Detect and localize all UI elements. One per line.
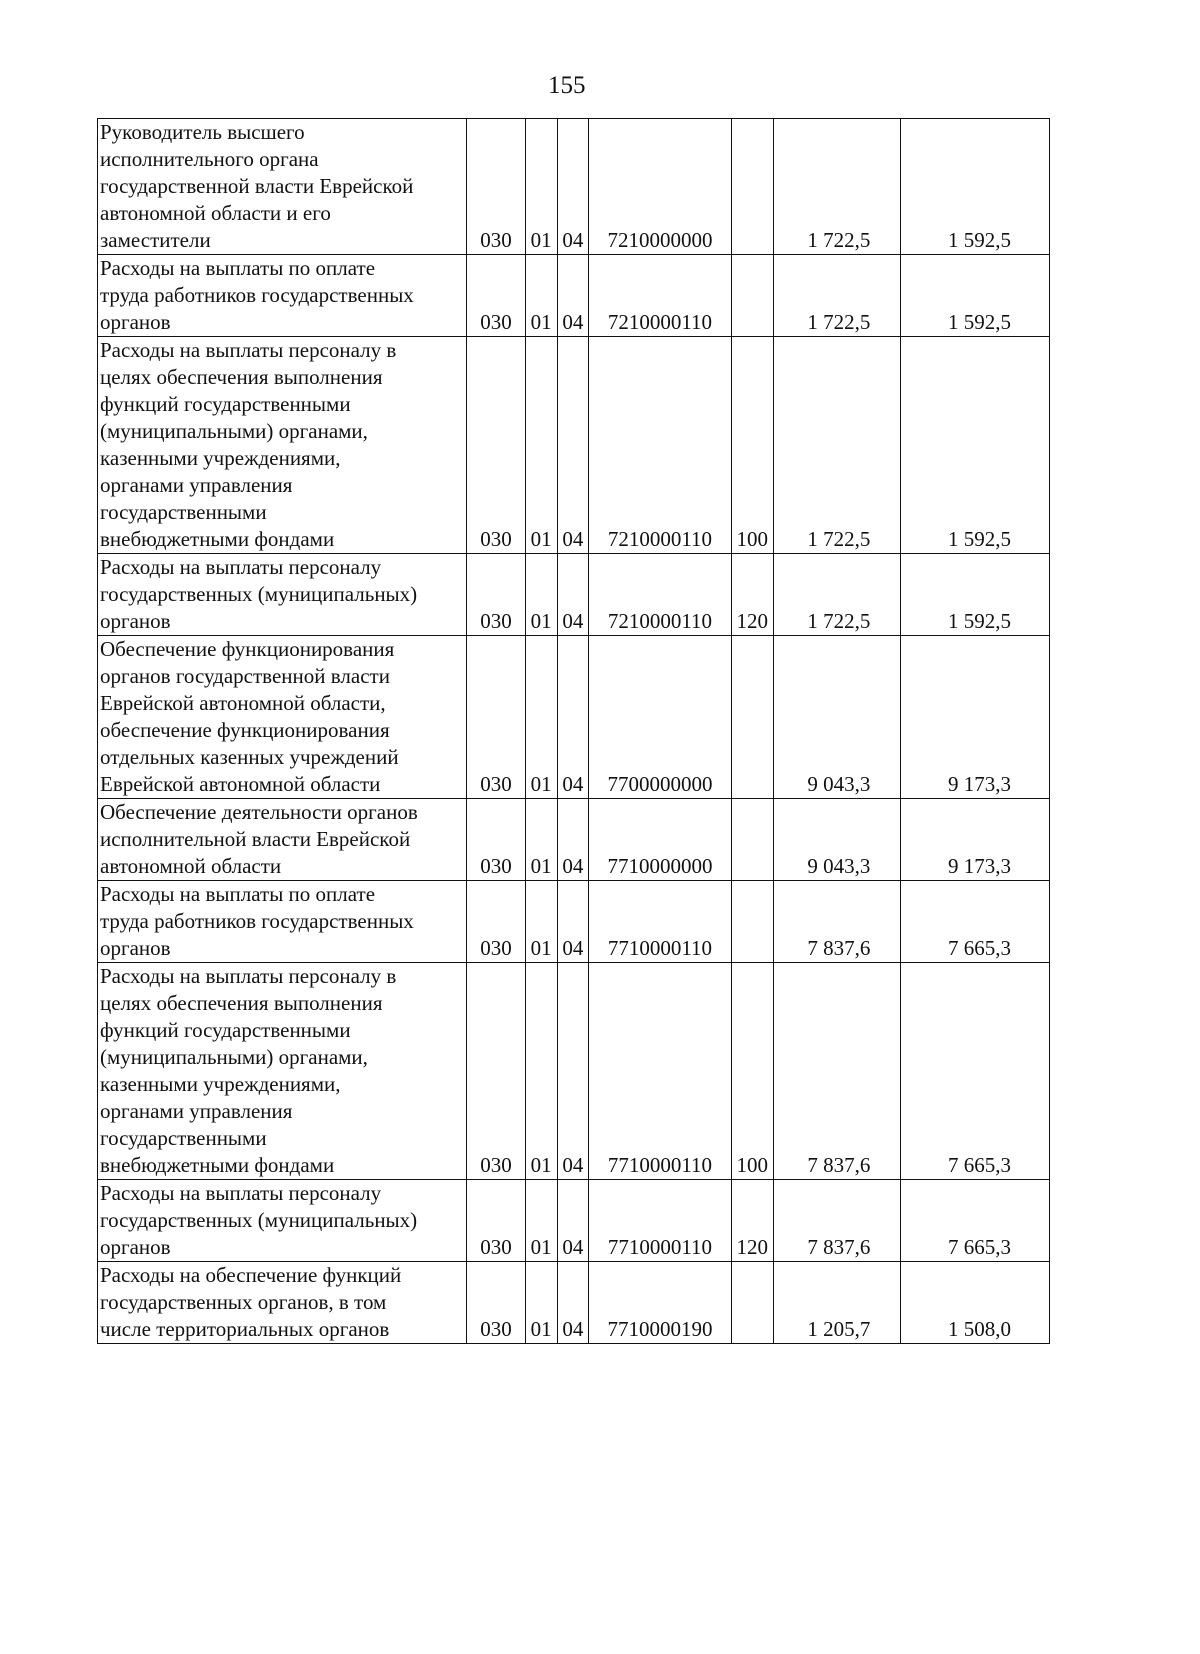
- amount-year-1: 7 837,6: [773, 881, 900, 963]
- table-row: [98, 1262, 1050, 1344]
- table-row: [98, 1180, 1050, 1262]
- expense-type-code: [731, 636, 773, 799]
- row-name: Расходы на выплаты по оплате труда работников государственных органов: [98, 255, 467, 337]
- target-code: 7710000110: [589, 1180, 731, 1262]
- target-code: 7710000190: [589, 1262, 731, 1344]
- section-code: 01: [525, 799, 557, 881]
- amount-year-2: 9 173,3: [901, 636, 1050, 799]
- section-code: 01: [525, 337, 557, 554]
- target-code: 7210000110: [589, 255, 731, 337]
- expense-type-code: 120: [731, 1180, 773, 1262]
- budget-table: [97, 118, 1050, 1344]
- row-name: Расходы на выплаты персоналу государственных (муниципальных) органов: [98, 1180, 467, 1262]
- row-name: Обеспечение функционирования органов государственной власти Еврейской автономной области, обеспечение функционирования отдельных казенных учреждений Еврейской автономной области: [98, 636, 467, 799]
- subsection-code: 04: [557, 554, 589, 636]
- amount-year-1: 7 837,6: [773, 1180, 900, 1262]
- target-code: 7700000000: [589, 636, 731, 799]
- expense-type-code: [731, 799, 773, 881]
- table-row: [98, 337, 1050, 554]
- target-code: 7210000110: [589, 337, 731, 554]
- ministry-code: 030: [467, 1262, 525, 1344]
- ministry-code: 030: [467, 636, 525, 799]
- ministry-code: 030: [467, 1180, 525, 1262]
- subsection-code: 04: [557, 636, 589, 799]
- amount-year-1: 1 205,7: [773, 1262, 900, 1344]
- table-row: [98, 255, 1050, 337]
- amount-year-1: 1 722,5: [773, 255, 900, 337]
- ministry-code: 030: [467, 799, 525, 881]
- expense-type-code: 100: [731, 963, 773, 1180]
- amount-year-2: 7 665,3: [901, 963, 1050, 1180]
- row-name: Расходы на выплаты персоналу в целях обеспечения выполнения функций государственными (муниципальными) органами, казенными учреждениями, органами управления государственными внебюджетными фондами: [98, 963, 467, 1180]
- table-row: [98, 881, 1050, 963]
- row-name: Расходы на выплаты персоналу в целях обеспечения выполнения функций государственными (муниципальными) органами, казенными учреждениями, органами управления государственными внебюджетными фондами: [98, 337, 467, 554]
- subsection-code: 04: [557, 1180, 589, 1262]
- row-name: Расходы на обеспечение функций государственных органов, в том числе территориальных органов: [98, 1262, 467, 1344]
- table-row: [98, 119, 1050, 255]
- target-code: 7710000110: [589, 881, 731, 963]
- amount-year-2: 1 592,5: [901, 554, 1050, 636]
- section-code: 01: [525, 1262, 557, 1344]
- expense-type-code: [731, 119, 773, 255]
- table-row: [98, 963, 1050, 1180]
- expense-type-code: [731, 255, 773, 337]
- ministry-code: 030: [467, 255, 525, 337]
- subsection-code: 04: [557, 963, 589, 1180]
- expense-type-code: [731, 881, 773, 963]
- amount-year-1: 7 837,6: [773, 963, 900, 1180]
- subsection-code: 04: [557, 1262, 589, 1344]
- section-code: 01: [525, 554, 557, 636]
- amount-year-2: 1 592,5: [901, 255, 1050, 337]
- target-code: 7710000000: [589, 799, 731, 881]
- ministry-code: 030: [467, 119, 525, 255]
- table-row: [98, 636, 1050, 799]
- amount-year-2: 1 508,0: [901, 1262, 1050, 1344]
- amount-year-1: 1 722,5: [773, 119, 900, 255]
- subsection-code: 04: [557, 337, 589, 554]
- subsection-code: 04: [557, 119, 589, 255]
- section-code: 01: [525, 1180, 557, 1262]
- section-code: 01: [525, 119, 557, 255]
- amount-year-2: 7 665,3: [901, 881, 1050, 963]
- target-code: 7210000110: [589, 554, 731, 636]
- subsection-code: 04: [557, 881, 589, 963]
- expense-type-code: 120: [731, 554, 773, 636]
- section-code: 01: [525, 881, 557, 963]
- row-name: Расходы на выплаты по оплате труда работников государственных органов: [98, 881, 467, 963]
- amount-year-1: 9 043,3: [773, 636, 900, 799]
- table-row: [98, 799, 1050, 881]
- section-code: 01: [525, 636, 557, 799]
- amount-year-2: 9 173,3: [901, 799, 1050, 881]
- ministry-code: 030: [467, 881, 525, 963]
- amount-year-1: 1 722,5: [773, 337, 900, 554]
- amount-year-1: 1 722,5: [773, 554, 900, 636]
- expense-type-code: [731, 1262, 773, 1344]
- amount-year-2: 7 665,3: [901, 1180, 1050, 1262]
- amount-year-1: 9 043,3: [773, 799, 900, 881]
- ministry-code: 030: [467, 554, 525, 636]
- row-name: Обеспечение деятельности органов исполнительной власти Еврейской автономной области: [98, 799, 467, 881]
- ministry-code: 030: [467, 963, 525, 1180]
- amount-year-2: 1 592,5: [901, 119, 1050, 255]
- subsection-code: 04: [557, 255, 589, 337]
- section-code: 01: [525, 255, 557, 337]
- amount-year-2: 1 592,5: [901, 337, 1050, 554]
- table-row: [98, 554, 1050, 636]
- section-code: 01: [525, 963, 557, 1180]
- ministry-code: 030: [467, 337, 525, 554]
- expense-type-code: 100: [731, 337, 773, 554]
- row-name: Расходы на выплаты персоналу государственных (муниципальных) органов: [98, 554, 467, 636]
- subsection-code: 04: [557, 799, 589, 881]
- target-code: 7210000000: [589, 119, 731, 255]
- target-code: 7710000110: [589, 963, 731, 1180]
- page-number: 155: [548, 72, 586, 99]
- row-name: Руководитель высшего исполнительного органа государственной власти Еврейской автономной области и его заместители: [98, 119, 467, 255]
